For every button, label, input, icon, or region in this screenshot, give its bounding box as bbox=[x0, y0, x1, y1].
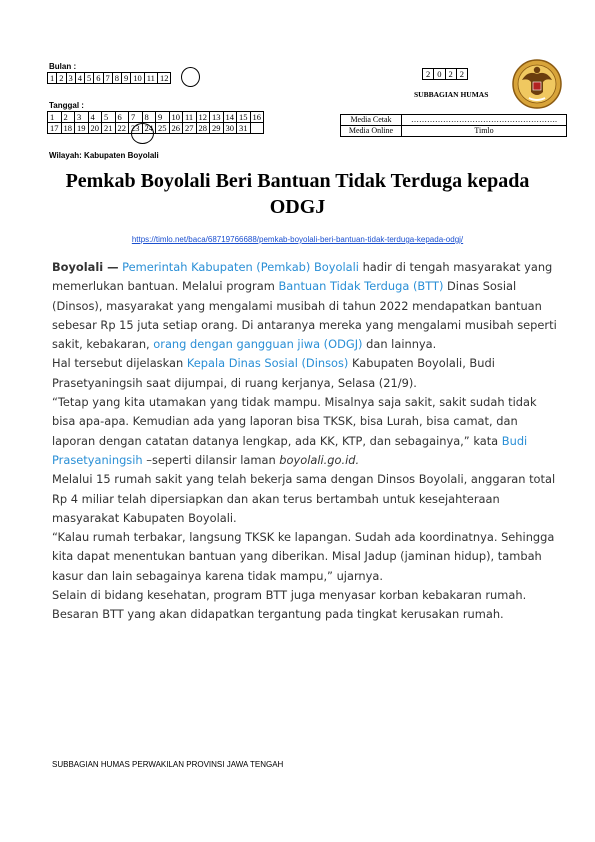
date-cell: 14 bbox=[223, 112, 237, 123]
date-cell: 24 bbox=[142, 123, 156, 134]
date-grid bbox=[47, 111, 264, 134]
paragraph-3 bbox=[52, 393, 562, 470]
text: Kabupaten Boyolali, Budi Prasetyaningsih saat dijumpai, di ruang kerjanya, Selasa (21/9). bbox=[52, 356, 495, 390]
paragraph-4: Melalui 15 rumah sakit yang telah bekerja sama dengan Dinsos Boyolali, anggaran total Rp 4 miliar telah dipersiapkan dan akan terus bertambah untuk kesejahteraan masyarakat Kabupaten Boyolali. bbox=[52, 472, 556, 525]
media-cetak-label: Media Cetak bbox=[341, 115, 402, 126]
year-digit: 2 bbox=[423, 69, 434, 80]
date-cell: 30 bbox=[223, 123, 237, 134]
article-title: Pemkab Boyolali Beri Bantuan Tidak Terduga kepada ODGJ bbox=[65, 170, 530, 218]
date-cell: 16 bbox=[250, 112, 264, 123]
link-odgj[interactable]: orang dengan gangguan jiwa (ODGJ) bbox=[153, 337, 363, 352]
date-selection-circle bbox=[131, 123, 154, 144]
link-budi[interactable]: Budi Prasetyaningsih bbox=[52, 433, 528, 467]
month-cell: 12 bbox=[157, 73, 171, 84]
bulan-label: Bulan : bbox=[49, 62, 77, 71]
date-cell: 25 bbox=[156, 123, 170, 134]
date-cell: 10 bbox=[169, 112, 183, 123]
month-cell: 8 bbox=[112, 73, 121, 84]
month-grid bbox=[47, 72, 171, 84]
date-cell: 8 bbox=[142, 112, 156, 123]
month-cell-selected: 9 bbox=[122, 73, 131, 84]
month-cell: 3 bbox=[66, 73, 75, 84]
dept-label: SUBBAGIAN HUMAS bbox=[414, 90, 489, 99]
month-cell: 5 bbox=[85, 73, 94, 84]
dateline: Boyolali — bbox=[52, 260, 119, 274]
text: dan lainnya. bbox=[366, 337, 437, 352]
date-cell-selected: 22 bbox=[115, 123, 129, 134]
year-digit: 0 bbox=[434, 69, 445, 80]
tanggal-label: Tanggal : bbox=[49, 101, 84, 110]
text: Hal tersebut dijelaskan bbox=[52, 356, 184, 371]
text: –seperti dilansir laman bbox=[146, 452, 276, 467]
media-table bbox=[340, 114, 567, 137]
link-btt[interactable]: Bantuan Tidak Terduga (BTT) bbox=[278, 279, 444, 294]
date-cell: 26 bbox=[169, 123, 183, 134]
media-online-label: Media Online bbox=[341, 126, 402, 137]
source-site: boyolali.go.id. bbox=[279, 452, 360, 467]
date-cell: 31 bbox=[237, 123, 251, 134]
date-cell: 21 bbox=[102, 123, 116, 134]
date-cell: 15 bbox=[237, 112, 251, 123]
article-body bbox=[52, 258, 562, 625]
wilayah-label: Wilayah: Kabupaten Boyolali bbox=[49, 151, 159, 160]
month-cell: 11 bbox=[144, 73, 157, 84]
date-cell: 13 bbox=[210, 112, 224, 123]
date-cell: 28 bbox=[196, 123, 210, 134]
month-cell: 2 bbox=[57, 73, 66, 84]
paragraph-1 bbox=[52, 258, 562, 354]
date-cell: 2 bbox=[61, 112, 75, 123]
paragraph-2 bbox=[52, 354, 562, 393]
text: “Tetap yang kita utamakan yang tidak mampu. Misalnya saja sakit, sakit sudah tidak bisa apa-apa. Kemudian ada yang laporan bisa TKSK, bisa Lurah, bisa camat, dan laporan dengan catatan datanya lengkap, ada KK, KTP, dan sebagainya,” kata bbox=[52, 395, 537, 448]
media-online-value: Timlo bbox=[402, 126, 567, 137]
month-cell: 4 bbox=[75, 73, 84, 84]
media-cetak-value: ………………………………………………. bbox=[402, 115, 567, 126]
garuda-emblem-icon bbox=[512, 58, 562, 110]
year-grid bbox=[422, 68, 468, 80]
date-cell: 5 bbox=[102, 112, 116, 123]
date-cell: 12 bbox=[196, 112, 210, 123]
text: Dinas Sosial (Dinsos), masyarakat yang mengalami musibah di tahun 2022 mendapatkan bantuan sebesar Rp 15 juta setiap orang. Di antaranya mereka yang mengalami musibah seperti sakit, kebakaran, bbox=[52, 279, 557, 352]
date-cell: 1 bbox=[48, 112, 62, 123]
date-cell: 11 bbox=[183, 112, 197, 123]
paragraph-6: Selain di bidang kesehatan, program BTT juga menyasar korban kebakaran rumah. Besaran BTT yang akan didapatkan tergantung pada tingkat kerusakan rumah. bbox=[52, 588, 527, 622]
link-pemkab[interactable]: Pemerintah Kabupaten (Pemkab) Boyolali bbox=[122, 260, 359, 274]
text: hadir di tengah masyarakat yang memerlukan bantuan. Melalui program bbox=[52, 260, 553, 294]
month-cell: 7 bbox=[103, 73, 112, 84]
article-url-link[interactable]: https://timlo.net/baca/68719766688/pemkab-boyolali-beri-bantuan-tidak-terduga-kepada-odgj/ bbox=[131, 235, 464, 244]
year-digit: 2 bbox=[456, 69, 467, 80]
month-cell: 10 bbox=[131, 73, 145, 84]
date-cell: 17 bbox=[48, 123, 62, 134]
month-cell: 1 bbox=[48, 73, 57, 84]
date-cell: 4 bbox=[88, 112, 102, 123]
paragraph-5: “Kalau rumah terbakar, langsung TKSK ke lapangan. Sudah ada koordinatnya. Sehingga kita dapat menentukan bantuan yang diberikan. Misal Jadup (jaminan hidup), tambah kasur dan lain sebagainya karena tidak mampu,” ujarnya. bbox=[52, 530, 555, 583]
date-cell: 20 bbox=[88, 123, 102, 134]
date-cell: 9 bbox=[156, 112, 170, 123]
date-cell: 6 bbox=[115, 112, 129, 123]
year-digit: 2 bbox=[445, 69, 456, 80]
date-cell: 19 bbox=[75, 123, 89, 134]
date-cell: 29 bbox=[210, 123, 224, 134]
date-cell: 23 bbox=[129, 123, 143, 134]
date-cell: 27 bbox=[183, 123, 197, 134]
date-cell: 3 bbox=[75, 112, 89, 123]
month-cell: 6 bbox=[94, 73, 103, 84]
date-cell: 7 bbox=[129, 112, 143, 123]
date-cell: 18 bbox=[61, 123, 75, 134]
link-kepala-dinsos[interactable]: Kepala Dinas Sosial (Dinsos) bbox=[186, 356, 349, 371]
footer-text: SUBBAGIAN HUMAS PERWAKILAN PROVINSI JAWA TENGAH bbox=[52, 760, 284, 769]
month-selection-circle bbox=[181, 67, 200, 87]
